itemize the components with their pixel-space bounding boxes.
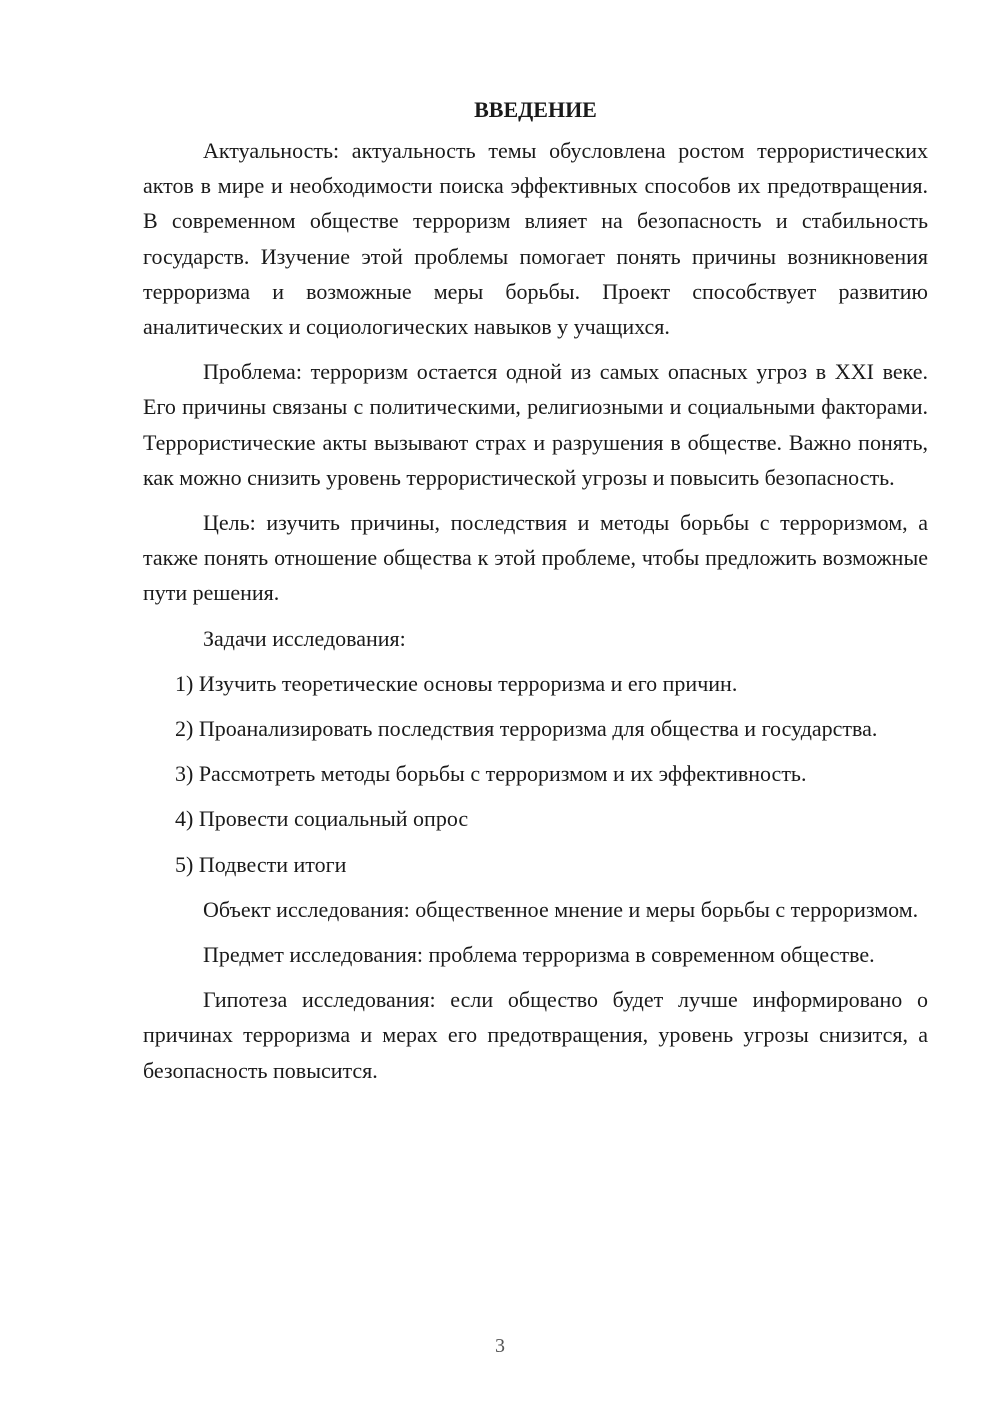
relevance-paragraph: Актуальность: актуальность темы обусловлена ростом террористических актов в мире и необходимости поиска эффективных способов их предотвращения. В современном обществе терроризм влияет на безопасность и стабильность государств. Изучение этой проблемы помогает понять причины возникновения терроризма и возможные меры борьбы. Проект способствует развитию аналитических и социологических навыков у учащихся. — [143, 138, 928, 340]
tasks-heading: Задачи исследования: — [203, 625, 406, 651]
problem-paragraph: Проблема: терроризм остается одной из самых опасных угроз в XXI веке. Его причины связаны с политическими, религиозными и социальными факторами. Террористические акты вызывают страх и разрушения в обществе. Важно понять, как можно снизить уровень террористической угрозы и повысить безопасность. — [143, 359, 928, 490]
task-item: 1) Изучить теоретические основы терроризма и его причин. — [175, 670, 738, 696]
task-item: 3) Рассмотреть методы борьбы с терроризмом и их эффективность. — [175, 761, 807, 787]
hypothesis-paragraph: Гипотеза исследования: если общество будет лучше информировано о причинах терроризма и мерах его предотвращения, уровень угрозы снизится, а безопасность повысится. — [143, 987, 928, 1083]
task-item: 5) Подвести итоги — [175, 851, 347, 877]
goal-paragraph: Цель: изучить причины, последствия и методы борьбы с терроризмом, а также понять отношение общества к этой проблеме, чтобы предложить возможные пути решения. — [143, 510, 928, 606]
subject-paragraph: Предмет исследования: проблема терроризма в современном обществе. — [203, 942, 875, 968]
task-item: 4) Провести социальный опрос — [175, 806, 469, 832]
page-title: ВВЕДЕНИЕ — [474, 97, 597, 122]
object-paragraph: Объект исследования: общественное мнение и меры борьбы с терроризмом. — [203, 896, 919, 922]
task-item: 2) Проанализировать последствия терроризма для общества и государства. — [175, 716, 878, 742]
document-page — [143, 92, 928, 1098]
page-number: 3 — [495, 1335, 505, 1357]
